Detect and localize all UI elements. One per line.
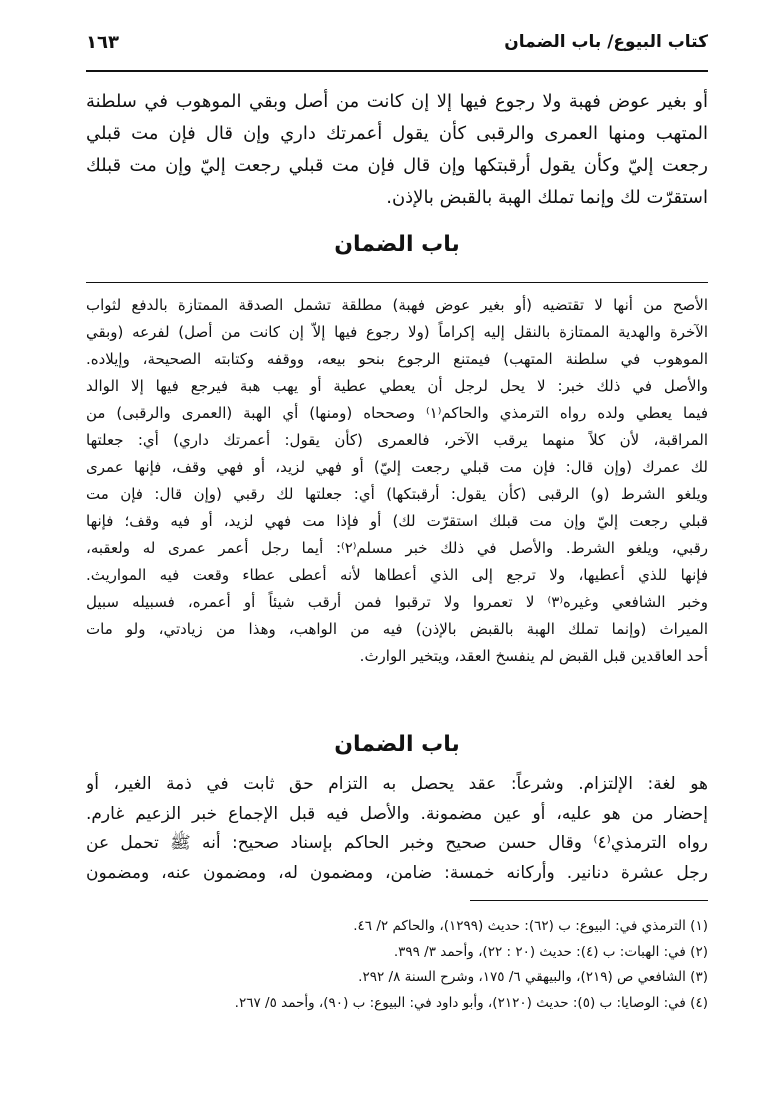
definition-line: إحضار من هو عليه، أو عين مضمونة. والأصل فيه قبل الإجماع خبر الزعيم غارم. xyxy=(86,803,708,824)
commentary-line: ويلغو الشرط (و) الرقبى (كأن يقول: أرقبتكها) أي: جعلتها لك رقبي (وإن قال: فإن مت xyxy=(86,485,708,503)
running-header-title: كتاب البيوع/ باب الضمان xyxy=(504,32,708,52)
footnote: (٤) في: الوصايا: ب (٥): حديث (٢١٢٠)، وأبو داود في: البيوع: ب (٩٠)، وأحمد ٥/ ٢٦٧. xyxy=(234,994,708,1011)
footnote: (١) الترمذي في: البيوع: ب (٦٢): حديث (١٢٩٩)، والحاكم ٢/ ٤٦. xyxy=(353,918,708,934)
commentary-line: قبلي رجعت إليّ وإن مت قبلك استقرّت لك) أو فإذا مت فهي لزيد، أو فيه وقف؛ فإنها xyxy=(86,512,708,530)
commentary-line: الموهوب في سلطنة المتهب) فيمتنع الرجوع بنحو بيعه، ووقفه وكتابته الصحيحة، وإيلاده. xyxy=(86,350,708,368)
commentary-line: لك عمرك (وإن قال: فإن مت قبلي رجعت إليّ) أو فهي لزيد، أو فهي وقف، فإنها عمرى xyxy=(86,458,708,476)
commentary-line: فيما يعطي ولده رواه الترمذي والحاكم⁽١⁾ وصححاه (ومنها) أي الهبة (العمرى والرقبى) من xyxy=(86,404,708,422)
commentary-line: الآخرة والهدية الممتازة بالنقل إليه إكراماً (ولا رجوع فيها إلاّ إن كانت من أصل) لفرعه (وبقي xyxy=(86,323,708,341)
commentary-line: المراقبة، لأن كلاً منهما يرقب الآخر، فالعمرى (كأن يقول: أعمرتك داري) أي: جعلتها xyxy=(86,431,708,449)
definition-line: رواه الترمذي⁽٤⁾ وقال حسن صحيح وخبر الحاكم بإسناد صحيح: أنه ﷺ تحمل عن xyxy=(86,833,708,853)
commentary-text xyxy=(86,292,708,670)
definition-text xyxy=(86,770,708,888)
section-heading: باب الضمان xyxy=(334,732,460,757)
definition-line: رجل عشرة دنانير. وأركانه خمسة: ضامن، ومضمون له، ومضمون عنه، ومضمون xyxy=(86,862,708,883)
header-rule xyxy=(86,70,708,72)
commentary-line: والأصل في ذلك خبر: لا يحل لرجل أن يعطي عطية أو يهب هبة فيرجع فيها إلا الوالد xyxy=(86,377,708,395)
commentary-line: أحد العاقدين قبل القبض لم ينفسخ العقد، ويتخير الوارث. xyxy=(359,647,708,665)
footnote: (٣) الشافعي ص (٢١٩)، والبيهقي ٦/ ١٧٥، وشرح السنة ٨/ ٢٩٢. xyxy=(358,969,708,985)
page-number: ١٦٣ xyxy=(86,32,119,53)
commentary-line: الأصح من أنها لا تقتضيه (أو بغير عوض فهبة) مطلقة تشمل الصدقة الممتازة بالدفع لثواب xyxy=(86,296,708,314)
footnotes xyxy=(86,914,708,1016)
page-header xyxy=(86,32,708,62)
main-text-line: استقرّت لك وإنما تملك الهبة بالقبض بالإذن. xyxy=(386,187,708,208)
commentary-line: الميراث (وإنما تملك الهبة بالقبض بالإذن) فيه من الواهب، وهذا من زيادتي، ولو مات xyxy=(86,620,708,638)
section-rule xyxy=(86,282,708,283)
section-heading: باب الضمان xyxy=(334,232,460,257)
footnote-rule xyxy=(470,900,708,901)
footnote: (٢) في: الهبات: ب (٤): حديث (٢٠ : ٢٢)، وأحمد ٣/ ٣٩٩. xyxy=(393,943,708,960)
commentary-line: وخبر الشافعي وغيره⁽٣⁾ لا تعمروا ولا ترقبوا فمن أرقب شيئاً أو أعمره، فسبيله سبيل xyxy=(86,593,708,611)
main-text-line: المتهب ومنها العمرى والرقبى كأن يقول أعمرتك داري وإن قال فإن مت قبلي xyxy=(86,123,708,144)
commentary-line: رقبي، ويلغو الشرط. والأصل في ذلك خبر مسلم⁽٢⁾: أيما رجل أعمر عمرى له ولعقبه، xyxy=(86,539,708,557)
commentary-line: فإنها للذي أعطيها، ولا ترجع إلى الذي أعطاها لأنه أعطى عطاء وقعت فيه المواريث. xyxy=(86,566,708,584)
definition-line: هو لغة: الإلتزام. وشرعاً: عقد يحصل به التزام حق ثابت في ذمة الغير، أو xyxy=(86,774,708,794)
main-text-line: أو بغير عوض فهبة ولا رجوع فيها إلا إن كانت من أصل وبقي الموهوب في سلطنة xyxy=(86,91,708,112)
main-text xyxy=(86,86,708,214)
main-text-line: رجعت إليّ وكأن يقول أرقبتكها وإن قال فإن مت قبلي رجعت إليّ وإن مت قبلك xyxy=(86,155,708,176)
